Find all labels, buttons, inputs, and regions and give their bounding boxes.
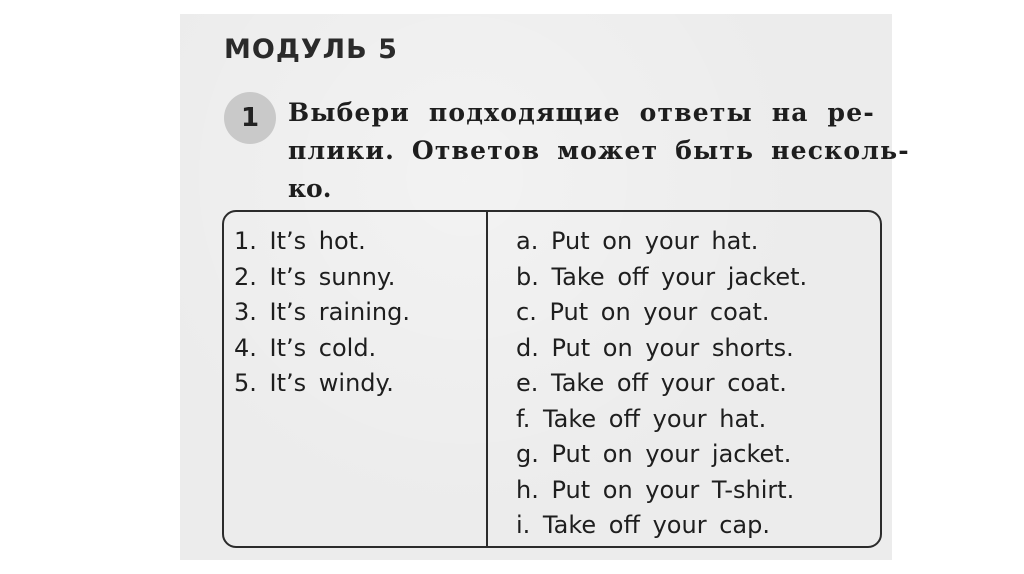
matching-table <box>222 210 882 548</box>
phrases-column <box>234 224 410 402</box>
response-item: i. Take off your cap. <box>516 511 770 539</box>
response-item: c. Put on your coat. <box>516 298 770 326</box>
exercise-number-badge: 1 <box>224 92 276 144</box>
response-item: e. Take off your coat. <box>516 369 787 397</box>
module-title: МОДУЛЬ 5 <box>224 34 398 65</box>
response-item: h. Put on your T-shirt. <box>516 475 795 504</box>
textbook-page <box>180 14 910 560</box>
phrase-item: 3. It’s raining. <box>234 298 410 326</box>
instruction-line: ко. <box>288 174 332 203</box>
instruction-line: плики. Ответов может быть несколь- <box>288 136 910 165</box>
response-item: f. Take off your hat. <box>516 404 767 433</box>
phrase-item: 4. It’s cold. <box>234 333 377 362</box>
phrase-item: 5. It’s windy. <box>234 369 394 397</box>
responses-column <box>516 224 807 544</box>
response-item: d. Put on your shorts. <box>516 333 794 362</box>
response-item: a. Put on your hat. <box>516 227 759 255</box>
instruction-line: Выбери подходящие ответы на ре- <box>288 98 875 127</box>
column-divider <box>486 212 488 546</box>
phrase-item: 1. It’s hot. <box>234 227 366 255</box>
phrase-item: 2. It’s sunny. <box>234 262 396 291</box>
response-item: b. Take off your jacket. <box>516 262 808 291</box>
response-item: g. Put on your jacket. <box>516 440 792 468</box>
exercise-instruction <box>288 94 910 208</box>
